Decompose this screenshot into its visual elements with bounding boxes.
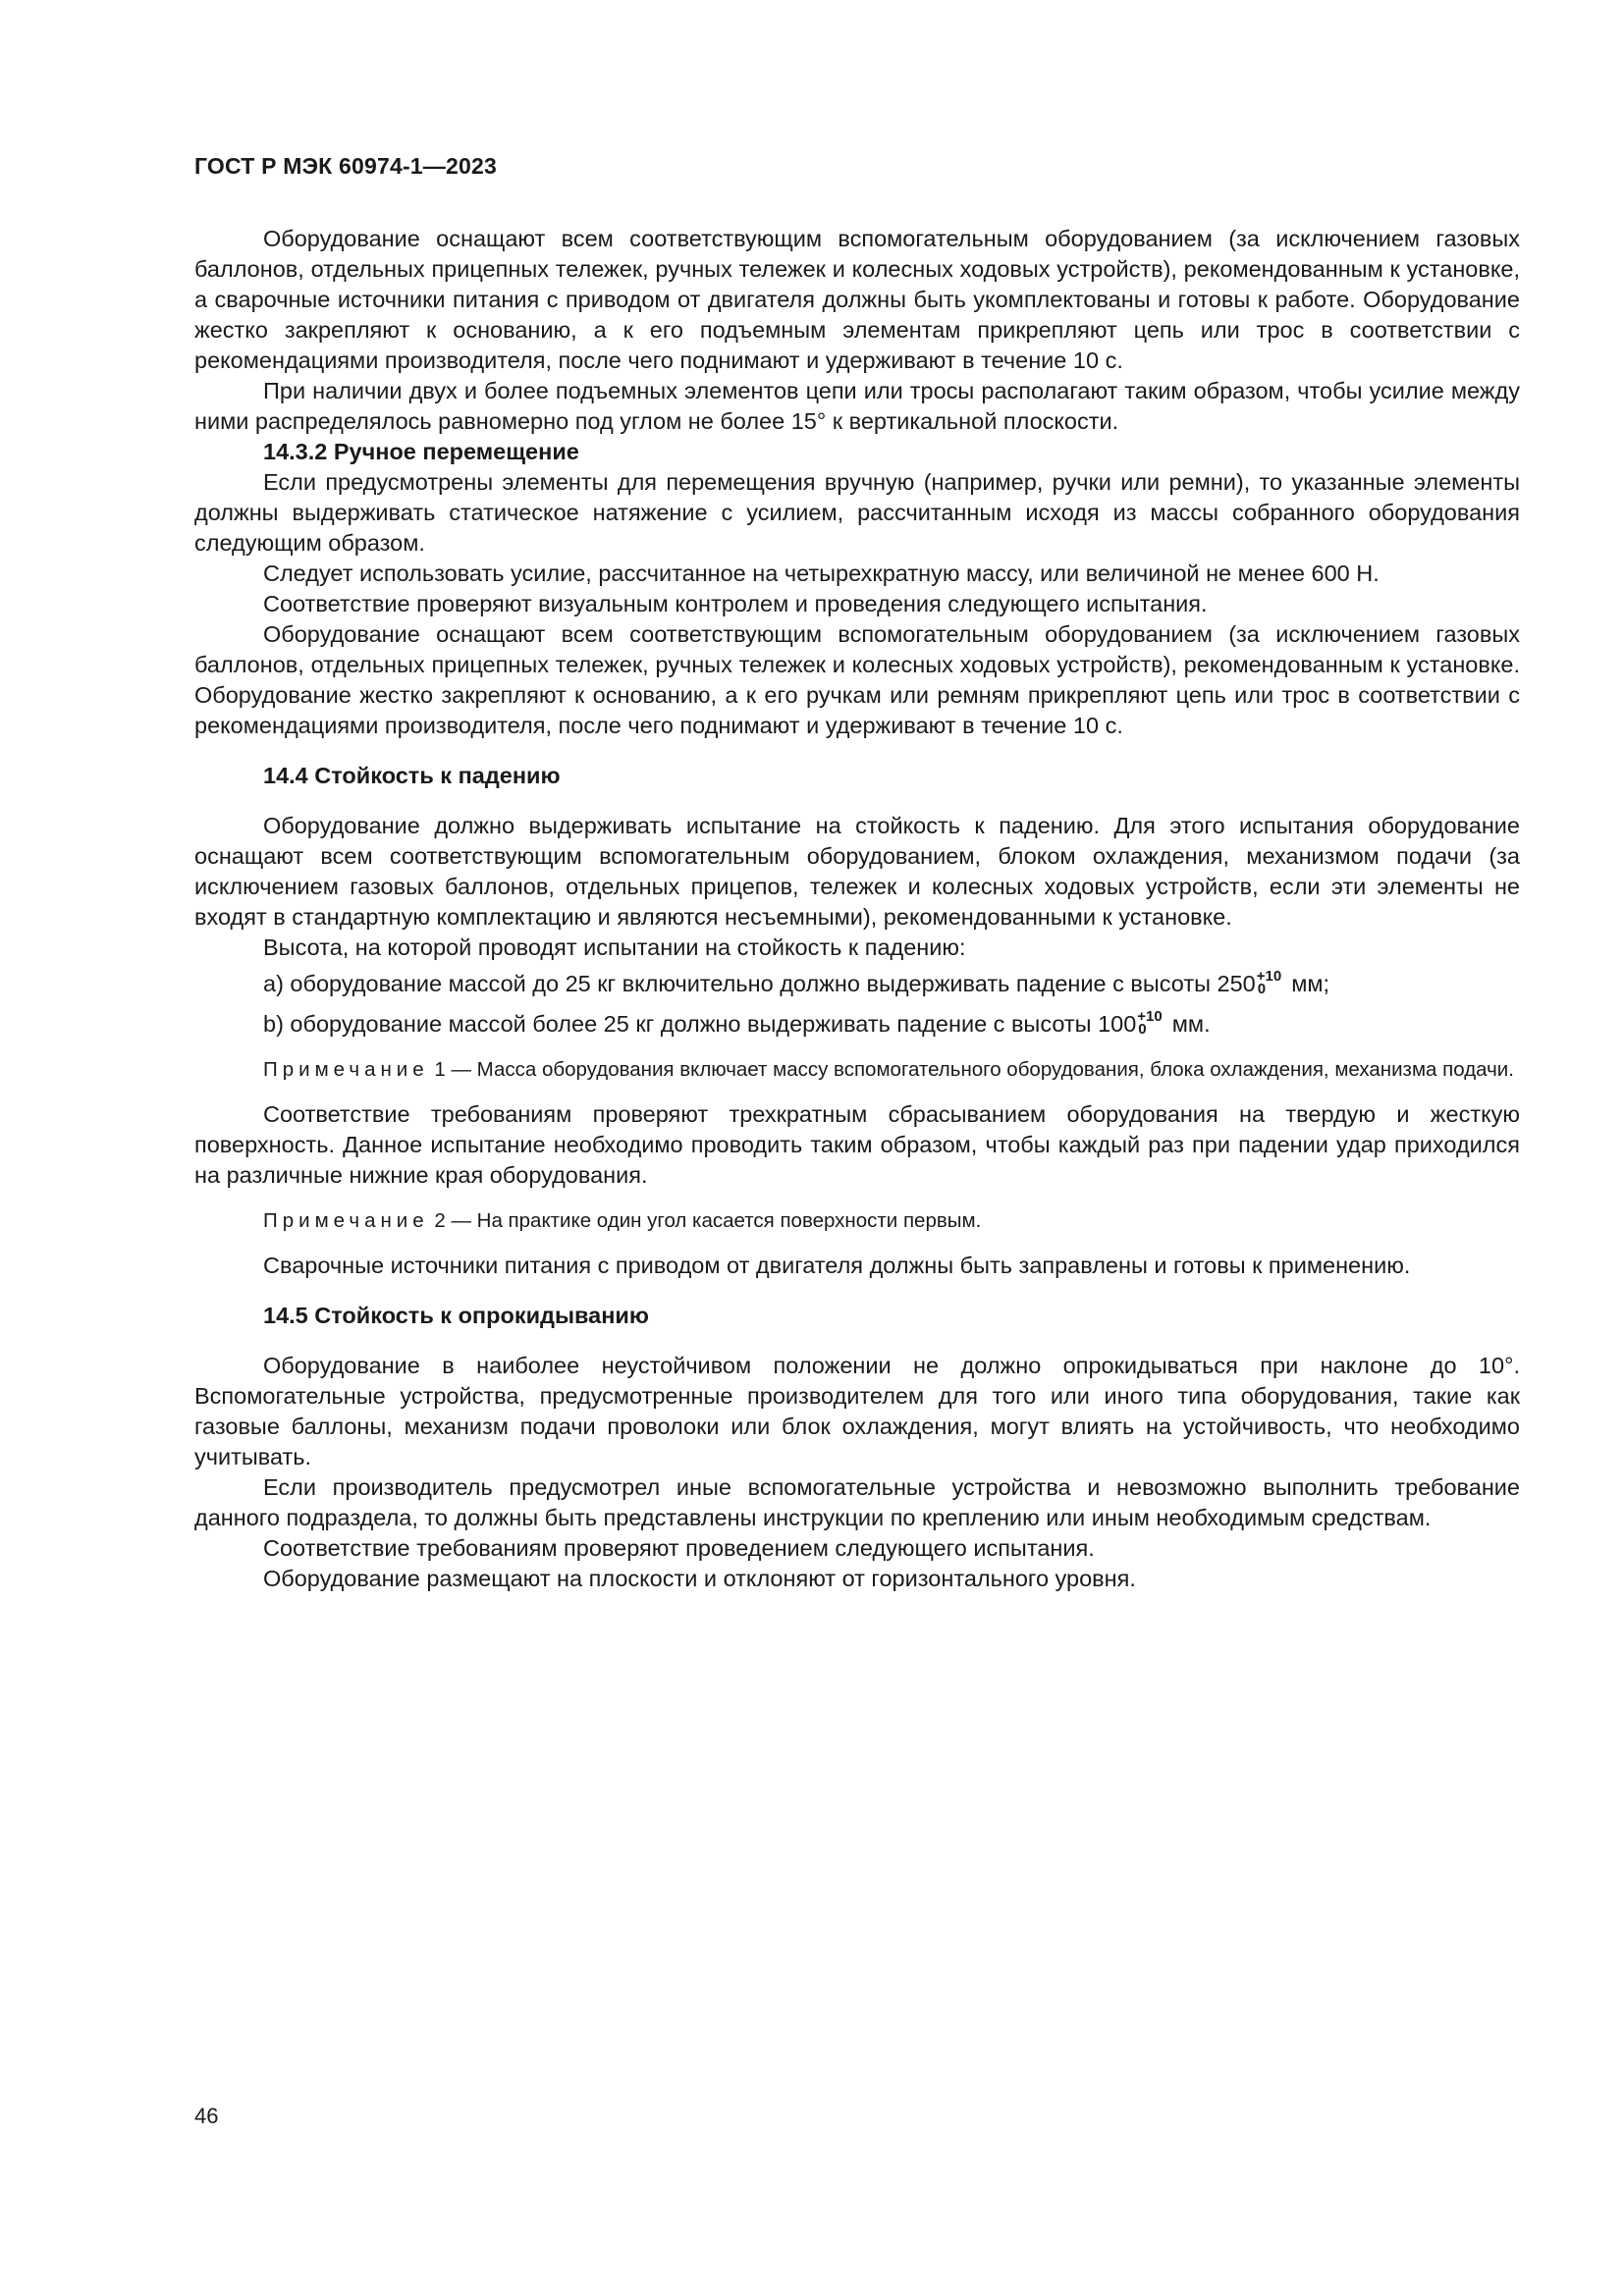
tolerance <box>1137 1007 1163 1038</box>
tolerance <box>1256 967 1282 997</box>
list-item-unit: мм; <box>1291 971 1330 996</box>
paragraph: При наличии двух и более подъемных элементов цепи или тросы располагают таким образом, чтобы усилие между ними распределялось равномерно под углом не более 15° к вертикальной плоскости. <box>194 378 1520 434</box>
paragraph: Оборудование оснащают всем соответствующим вспомогательным оборудованием (за исключением газовых баллонов, отдельных прицепных тележек, ручных тележек и колесных ходовых устройств), рекомендованным к установке, а сварочные источники питания с приводом от двигателя должны быть укомплектованы и готовы к работе. Оборудование жестко закрепляют к основанию, а к его подъемным элементам прикрепляют цепь или трос в соответствии с рекомендациями производителя, после чего поднимают и удерживают в течение 10 с. <box>194 226 1520 373</box>
list-item-text: b) оборудование массой более 25 кг должно выдерживать падение с высоты 100 <box>263 1011 1137 1037</box>
note-label: Примечание <box>263 1209 429 1232</box>
note-2 <box>194 1206 1520 1235</box>
tolerance-upper: +10 <box>1137 1007 1163 1025</box>
paragraph: Оборудование размещают на плоскости и отклоняют от горизонтального уровня. <box>263 1566 1136 1591</box>
paragraph: Следует использовать усилие, рассчитанное на четырехкратную массу, или величиной не менее 600 Н. <box>263 561 1380 586</box>
paragraph: Если производитель предусмотрел иные вспомогательные устройства и невозможно выполнить требование данного подраздела, то должны быть представлены инструкции по креплению или иным необходимым средствам. <box>194 1474 1520 1530</box>
section-heading-14-4: 14.4 Стойкость к падению <box>263 763 561 788</box>
document-body <box>194 224 1520 1594</box>
note-text: 1 — Масса оборудования включает массу вспомогательного оборудования, блока охлаждения, механизма подачи. <box>434 1058 1514 1081</box>
paragraph: Соответствие требованиям проверяют проведением следующего испытания. <box>263 1535 1095 1561</box>
paragraph: Сварочные источники питания с приводом от двигателя должны быть заправлены и готовы к применению. <box>263 1253 1411 1278</box>
list-item-text: а) оборудование массой до 25 кг включительно должно выдерживать падение с высоты 250 <box>263 971 1256 996</box>
standard-header: ГОСТ Р МЭК 60974-1—2023 <box>194 153 497 179</box>
paragraph: Соответствие проверяют визуальным контролем и проведения следующего испытания. <box>263 591 1208 616</box>
paragraph: Оборудование оснащают всем соответствующим вспомогательным оборудованием (за исключением газовых баллонов, отдельных прицепных тележек, ручных тележек и колесных ходовых устройств), рекомендованным к установке. Оборудование жестко закрепляют к основанию, а к его ручкам или ремням прикрепляют цепь или трос в соответствии с рекомендациями производителя, после чего поднимают и удерживают в течение 10 с. <box>194 621 1520 738</box>
tolerance-lower: 0 <box>1138 1020 1147 1038</box>
tolerance-lower: 0 <box>1257 980 1267 997</box>
page-number: 46 <box>194 2104 219 2128</box>
paragraph: Высота, на которой проводят испытании на стойкость к падению: <box>263 934 966 960</box>
list-item-unit: мм. <box>1171 1011 1211 1037</box>
paragraph: Оборудование в наиболее неустойчивом положении не должно опрокидываться при наклоне до 10°. Вспомогательные устройства, предусмотренные производителем для того или иного типа оборудования, такие как газовые баллоны, механизм подачи проволоки или блок охлаждения, могут влиять на устойчивость, что необходимо учитывать. <box>194 1353 1520 1469</box>
section-heading-14-3-2: 14.3.2 Ручное перемещение <box>263 439 579 464</box>
paragraph: Соответствие требованиям проверяют трехкратным сбрасыванием оборудования на твердую и жесткую поверхность. Данное испытание необходимо проводить таким образом, чтобы каждый раз при падении удар приходился на различные нижние края оборудования. <box>194 1101 1520 1188</box>
list-item-a <box>194 969 1520 999</box>
note-1 <box>194 1055 1520 1084</box>
paragraph: Оборудование должно выдерживать испытание на стойкость к падению. Для этого испытания оборудование оснащают всем соответствующим вспомогательным оборудованием, блоком охлаждения, механизмом подачи (за исключением газовых баллонов, отдельных прицепов, тележек и колесных ходовых устройств, если эти элементы не входят в стандартную комплектацию и являются несъемными), рекомендованными к установке. <box>194 813 1520 930</box>
paragraph: Если предусмотрены элементы для перемещения вручную (например, ручки или ремни), то указанные элементы должны выдерживать статическое натяжение с усилием, рассчитанным исходя из массы собранного оборудования следующим образом. <box>194 469 1520 556</box>
note-label: Примечание <box>263 1058 429 1081</box>
tolerance-upper: +10 <box>1256 967 1282 985</box>
section-heading-14-5: 14.5 Стойкость к опрокидыванию <box>263 1303 649 1328</box>
list-item-b <box>194 1009 1520 1040</box>
note-text: 2 — На практике один угол касается поверхности первым. <box>434 1209 982 1232</box>
